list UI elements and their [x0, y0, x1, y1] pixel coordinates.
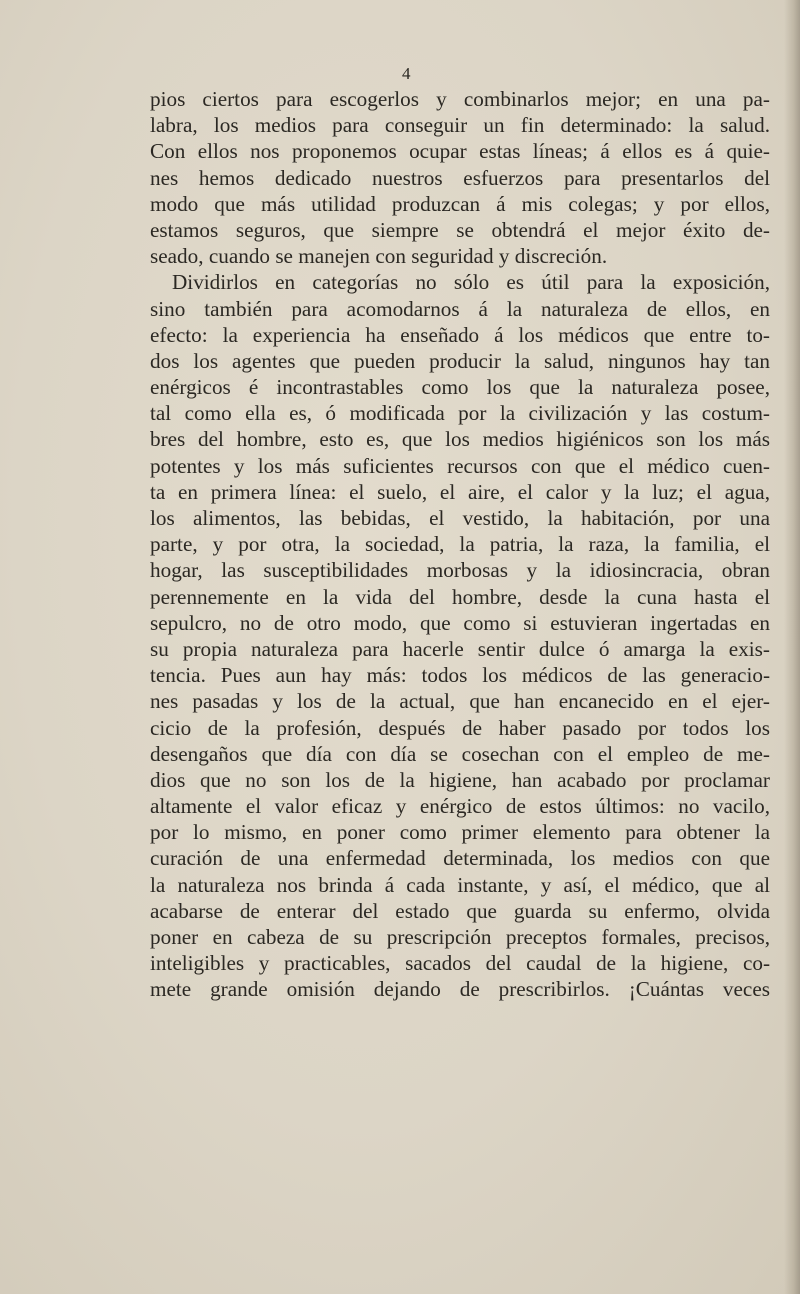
text-line-10: efecto: la experiencia ha enseñado á los médicos que entre to-	[150, 322, 770, 347]
text-line-27: dios que no son los de la higiene, han acabado por proclamar	[150, 767, 770, 792]
text-line-25: cicio de la profesión, después de haber pasado por todos los	[150, 715, 770, 740]
text-line-1: pios ciertos para escogerlos y combinarlos mejor; en una pa-	[150, 87, 770, 111]
text-line-28: altamente el valor eficaz y enérgico de estos últimos: no vacilo,	[150, 794, 770, 819]
text-line-2: labra, los medios para conseguir un fin determinado: la salud.	[150, 113, 770, 138]
text-line-22: su propia naturaleza para hacerle sentir dulce ó amarga la exis-	[150, 636, 770, 661]
body-text	[150, 86, 770, 1003]
text-line-32: acabarse de enterar del estado que guarda su enfermo, olvida	[150, 898, 770, 923]
text-line-4: nes hemos dedicado nuestros esfuerzos para presentarlos del	[150, 165, 770, 190]
text-line-8: Dividirlos en categorías no sólo es útil para la exposición,	[172, 270, 770, 295]
text-line-11: dos los agentes que pueden producir la salud, ningunos hay tan	[150, 348, 770, 373]
text-line-5: modo que más utilidad produzcan á mis colegas; y por ellos,	[150, 191, 770, 216]
text-line-13: tal como ella es, ó modificada por la civilización y las costum-	[150, 401, 770, 426]
text-line-23: tencia. Pues aun hay más: todos los médicos de las generacio-	[150, 663, 770, 688]
text-line-29: por lo mismo, en poner como primer elemento para obtener la	[150, 820, 770, 845]
text-line-3: Con ellos nos proponemos ocupar estas líneas; á ellos es á quie-	[150, 139, 770, 164]
text-line-17: los alimentos, las bebidas, el vestido, la habitación, por una	[150, 506, 770, 530]
text-line-7: seado, cuando se manejen con seguridad y discreción.	[150, 244, 608, 269]
page-edge-shadow	[784, 0, 800, 1294]
text-line-15: potentes y los más suficientes recursos con que el médico cuen-	[150, 453, 770, 478]
text-line-24: nes pasadas y los de la actual, que han encanecido en el ejer-	[150, 689, 770, 714]
text-line-12: enérgicos é incontrastables como los que la naturaleza posee,	[150, 375, 770, 400]
text-line-34: inteligibles y practicables, sacados del caudal de la higiene, co-	[150, 951, 770, 976]
text-line-14: bres del hombre, esto es, que los medios higiénicos son los más	[150, 427, 770, 452]
text-line-35: mete grande omisión dejando de prescribirlos. ¡Cuántas veces	[150, 977, 770, 1002]
text-line-21: sepulcro, no de otro modo, que como si estuvieran ingertadas en	[150, 610, 770, 635]
text-line-6: estamos seguros, que siempre se obtendrá el mejor éxito de-	[150, 217, 770, 242]
text-line-33: poner en cabeza de su prescripción preceptos formales, precisos,	[150, 925, 770, 949]
text-line-30: curación de una enfermedad determinada, los medios con que	[150, 846, 770, 871]
text-line-19: hogar, las susceptibilidades morbosas y la idiosincracia, obran	[150, 558, 770, 583]
text-line-9: sino también para acomodarnos á la naturaleza de ellos, en	[150, 296, 770, 321]
text-line-20: perennemente en la vida del hombre, desde la cuna hasta el	[150, 584, 770, 609]
text-line-16: ta en primera línea: el suelo, el aire, el calor y la luz; el agua,	[150, 479, 770, 504]
text-line-18: parte, y por otra, la sociedad, la patria, la raza, la familia, el	[150, 532, 770, 557]
page-number: 4	[402, 64, 411, 83]
text-line-31: la naturaleza nos brinda á cada instante, y así, el médico, que al	[150, 872, 770, 897]
text-line-26: desengaños que día con día se cosechan con el empleo de me-	[150, 741, 770, 766]
